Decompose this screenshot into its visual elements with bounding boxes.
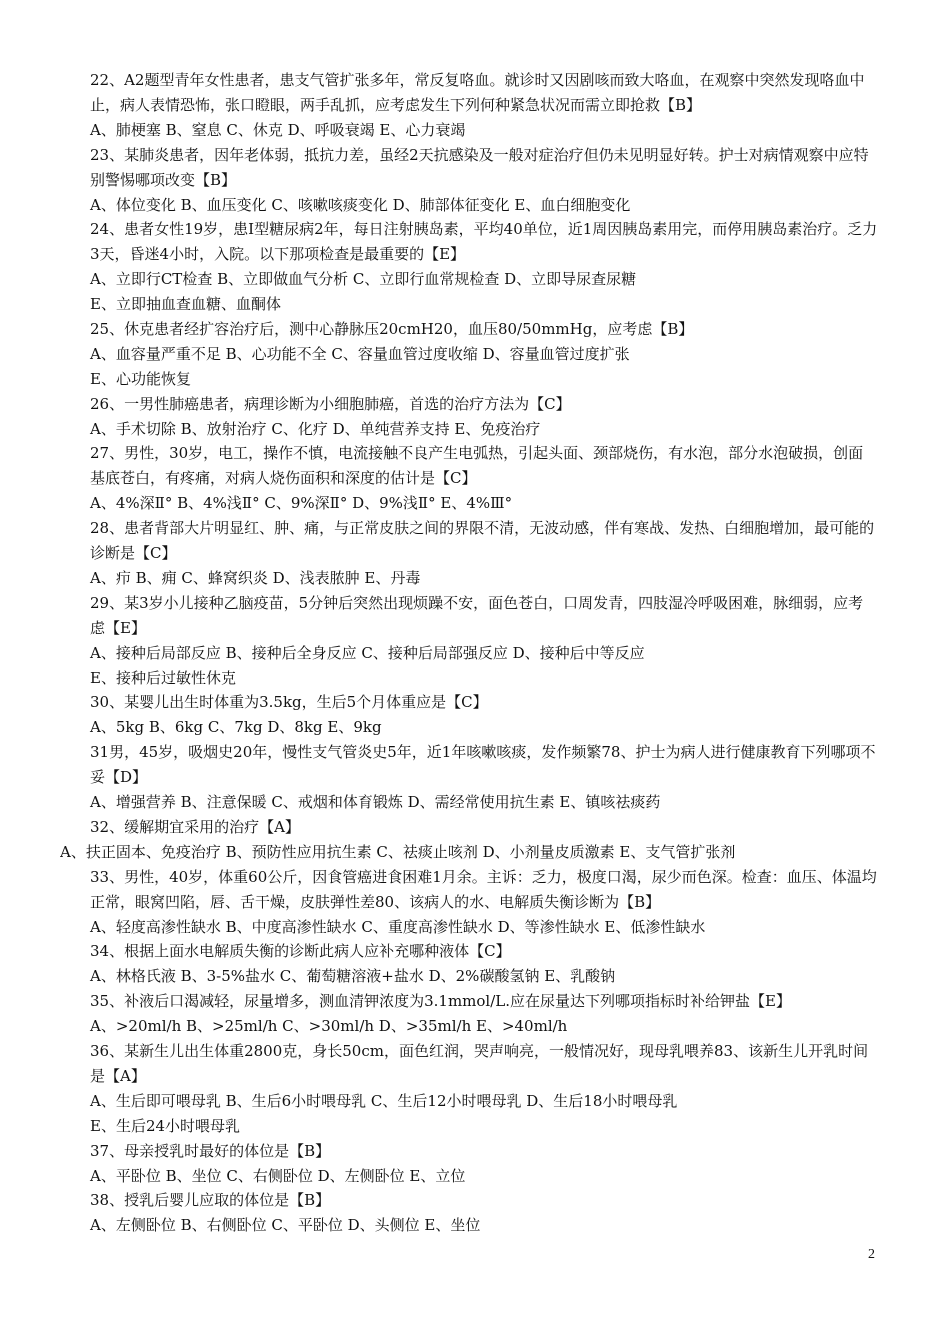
option-line: A、肺梗塞 B、窒息 C、休克 D、呼吸衰竭 E、心力衰竭 <box>90 120 466 139</box>
option-line: A、平卧位 B、坐位 C、右侧卧位 D、左侧卧位 E、立位 <box>90 1166 466 1185</box>
question-text: 27、男性，30岁，电工，操作不慎，电流接触不良产生电弧热，引起头面、颈部烧伤，有水泡，部分水泡破损，创面基底苍白，有疼痛，对病人烧伤面积和深度的估计是【C】 <box>90 444 864 488</box>
option-line: A、轻度高渗性缺水 B、中度高渗性缺水 C、重度高渗性缺水 D、等渗性缺水 E、低渗性缺水 <box>90 917 706 936</box>
question-text: 37、母亲授乳时最好的体位是【B】 <box>90 1141 331 1160</box>
option-line: A、血容量严重不足 B、心功能不全 C、容量血管过度收缩 D、容量血管过度扩张 <box>90 344 630 363</box>
option-line: A、4%深Ⅱ° B、4%浅Ⅱ° C、9%深Ⅱ° D、9%浅Ⅱ° E、4%Ⅲ° <box>90 494 513 513</box>
question-text: 28、患者背部大片明显红、肿、痛，与正常皮肤之间的界限不清，无波动感，伴有寒战、发热、白细胞增加，最可能的诊断是【C】 <box>90 519 875 563</box>
option-line: A、生后即可喂母乳 B、生后6小时喂母乳 C、生后12小时喂母乳 D、生后18小时喂母乳 <box>90 1091 678 1110</box>
option-line: E、生后24小时喂母乳 <box>90 1116 241 1135</box>
option-line: A、林格氏液 B、3-5%盐水 C、葡萄糖溶液+盐水 D、2%碳酸氢钠 E、乳酸钠 <box>90 967 616 986</box>
page-number: 2 <box>868 1247 875 1262</box>
option-line: A、接种后局部反应 B、接种后全身反应 C、接种后局部强反应 D、接种后中等反应 <box>90 643 645 662</box>
option-line: A、疖 B、痈 C、蜂窝织炎 D、浅表脓肿 E、丹毒 <box>90 569 421 587</box>
question-text: 35、补液后口渴减轻，尿量增多，测血清钾浓度为3.1mmol/L.应在尿量达下列哪项指标时补给钾盐【E】 <box>90 992 791 1011</box>
question-text: 33、男性，40岁，体重60公斤，因食管癌进食困难1月余。主诉：乏力，极度口渴，尿少而色深。检查：血压、体温均正常，眼窝凹陷，唇、舌干燥，皮肤弹性差80、该病人的水、电解质失衡诊断为【B】 <box>90 867 877 911</box>
option-line: A、左侧卧位 B、右侧卧位 C、平卧位 D、头侧位 E、坐位 <box>90 1216 481 1235</box>
option-line: A、立即行CT检查 B、立即做血气分析 C、立即行血常规检查 D、立即导尿查尿糖 <box>90 270 637 289</box>
option-line: A、扶正固本、免疫治疗 B、预防性应用抗生素 C、祛痰止咳剂 D、小剂量皮质激素 E、支气管扩张剂 <box>60 842 736 861</box>
option-line: E、接种后过敏性休克 <box>90 668 236 687</box>
option-line: E、心功能恢复 <box>90 369 191 388</box>
question-text: 22、A2题型青年女性患者，患支气管扩张多年，常反复咯血。就诊时又因剧咳而致大咯血，在观察中突然发现咯血中止，病人表情恐怖，张口瞪眼，两手乱抓，应考虑发生下列何种紧急状况而需立即抢救【B】 <box>90 71 865 114</box>
option-line: A、>20ml/h B、>25ml/h C、>30ml/h D、>35ml/h E、>40ml/h <box>90 1017 568 1036</box>
question-text: 26、一男性肺癌患者，病理诊断为小细胞肺癌，首选的治疗方法为【C】 <box>90 394 571 413</box>
question-text: 36、某新生儿出生体重2800克，身长50cm，面色红润，哭声响亮，一般情况好，现母乳喂养83、该新生儿开乳时间是【A】 <box>90 1042 869 1085</box>
question-text: 29、某3岁小儿接种乙脑疫苗，5分钟后突然出现烦躁不安，面色苍白，口周发青，四肢湿冷呼吸困难，脉细弱，应考虑【E】 <box>90 593 864 637</box>
option-line: A、手术切除 B、放射治疗 C、化疗 D、单纯营养支持 E、免疫治疗 <box>90 419 541 438</box>
option-line: E、立即抽血查血糖、血酮体 <box>90 295 281 314</box>
question-list <box>60 68 878 1238</box>
option-line: A、增强营养 B、注意保暖 C、戒烟和体育锻炼 D、需经常使用抗生素 E、镇咳祛痰药 <box>90 793 661 812</box>
question-text: 31男，45岁，吸烟史20年，慢性支气管炎史5年，近1年咳嗽咳痰，发作频繁78、护士为病人进行健康教育下列哪项不妥【D】 <box>90 743 876 787</box>
question-text: 32、缓解期宜采用的治疗【A】 <box>90 817 300 836</box>
question-text: 34、根据上面水电解质失衡的诊断此病人应补充哪种液体【C】 <box>90 942 511 961</box>
question-text: 30、某婴儿出生时体重为3.5kg，生后5个月体重应是【C】 <box>90 693 488 712</box>
question-text: 23、某肺炎患者，因年老体弱，抵抗力差，虽经2天抗感染及一般对症治疗但仍未见明显好转。护士对病情观察中应特别警惕哪项改变【B】 <box>90 145 869 189</box>
option-line: A、体位变化 B、血压变化 C、咳嗽咳痰变化 D、肺部体征变化 E、血白细胞变化 <box>90 195 631 214</box>
question-text: 38、授乳后婴儿应取的体位是【B】 <box>90 1191 331 1210</box>
question-text: 24、患者女性19岁，患Ⅰ型糖尿病2年，每日注射胰岛素，平均40单位，近1周因胰岛素用完，而停用胰岛素治疗。乏力3天，昏迷4小时，入院。以下那项检查是最重要的【E】 <box>90 220 878 264</box>
option-line: A、5kg B、6kg C、7kg D、8kg E、9kg <box>90 718 382 737</box>
question-text: 25、休克患者经扩容治疗后，测中心静脉压20cmH20，血压80/50mmHg，应考虑【B】 <box>90 320 694 338</box>
